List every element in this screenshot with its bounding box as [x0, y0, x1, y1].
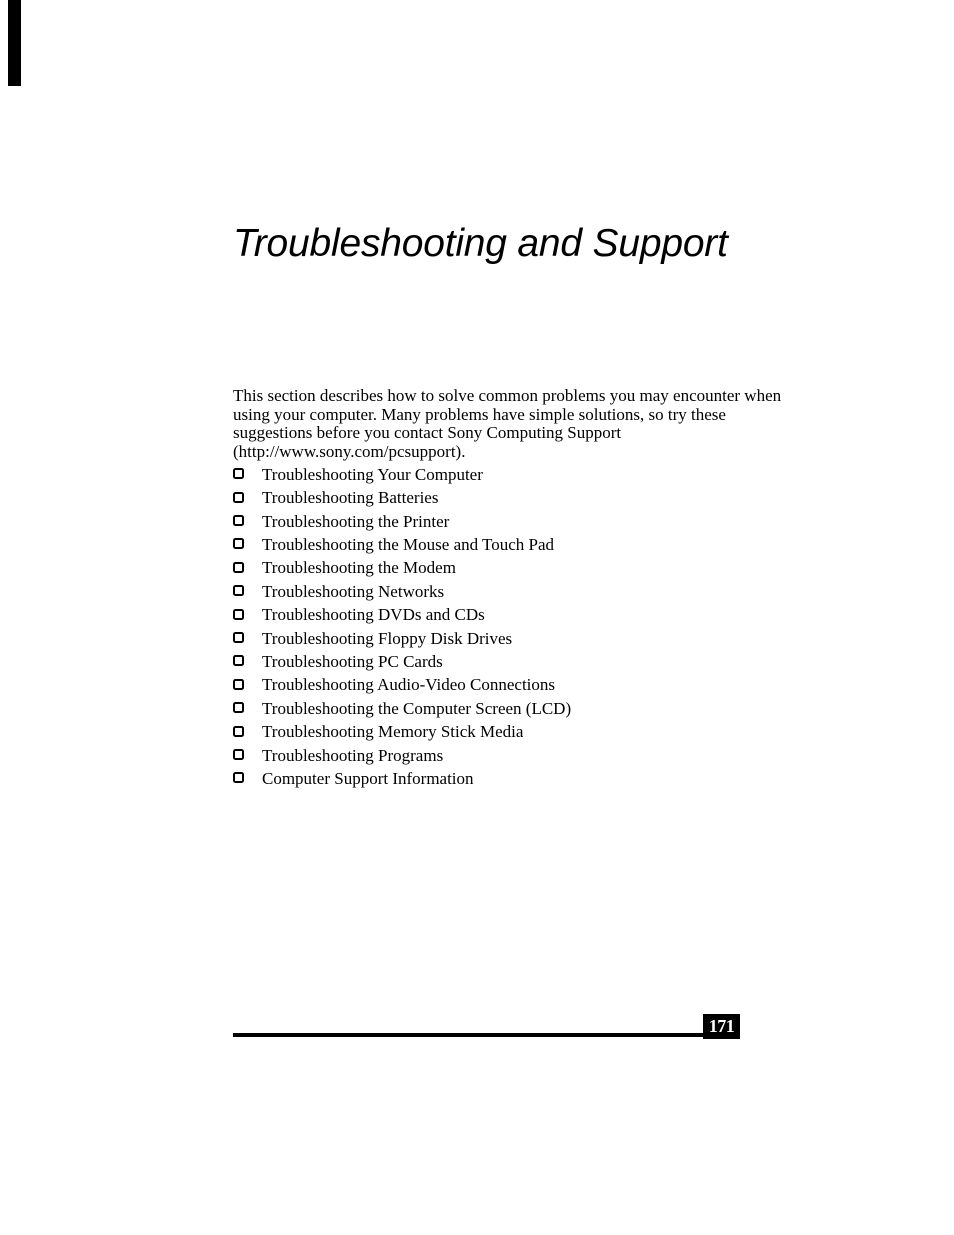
toc-item[interactable]	[233, 557, 571, 580]
toc-item[interactable]	[233, 533, 571, 556]
intro-line: (http://www.sony.com/pcsupport).	[233, 442, 466, 462]
square-bullet-icon	[233, 702, 244, 713]
toc-item-label: Troubleshooting Memory Stick Media	[262, 722, 524, 742]
toc-item[interactable]	[233, 510, 571, 533]
toc-item[interactable]	[233, 744, 571, 767]
toc-item-label: Troubleshooting Programs	[262, 745, 444, 765]
toc-item[interactable]	[233, 580, 571, 603]
toc-item[interactable]	[233, 486, 571, 509]
square-bullet-icon	[233, 562, 244, 573]
intro-line: using your computer. Many problems have simple solutions, so try these	[233, 404, 726, 424]
square-bullet-icon	[233, 492, 244, 503]
square-bullet-icon	[233, 772, 244, 783]
chapter-edge-tab	[8, 0, 21, 86]
toc-item[interactable]	[233, 603, 571, 626]
page-title: Troubleshooting and Support	[233, 222, 728, 265]
toc-item-label: Computer Support Information	[262, 768, 474, 788]
toc-item[interactable]	[233, 720, 571, 743]
intro-line: This section describes how to solve common problems you may encounter when	[233, 386, 782, 405]
intro-paragraph	[233, 386, 782, 462]
toc-list	[233, 463, 571, 791]
toc-item-label: Troubleshooting Floppy Disk Drives	[262, 628, 513, 648]
toc-item[interactable]	[233, 627, 571, 650]
toc-item-label: Troubleshooting Audio-Video Connections	[262, 675, 556, 695]
toc-item[interactable]	[233, 674, 571, 697]
square-bullet-icon	[233, 726, 244, 737]
intro-line: suggestions before you contact Sony Computing Support	[233, 423, 622, 443]
toc-item[interactable]	[233, 650, 571, 673]
toc-item-label: Troubleshooting PC Cards	[262, 651, 443, 671]
toc-item-label: Troubleshooting Your Computer	[262, 464, 483, 484]
square-bullet-icon	[233, 749, 244, 760]
toc-item-label: Troubleshooting the Computer Screen (LCD)	[262, 698, 572, 718]
square-bullet-icon	[233, 468, 244, 479]
toc-item[interactable]	[233, 767, 571, 790]
toc-item-label: Troubleshooting Batteries	[262, 488, 439, 508]
square-bullet-icon	[233, 585, 244, 596]
toc-item[interactable]	[233, 697, 571, 720]
page-number-badge: 171	[703, 1014, 740, 1039]
square-bullet-icon	[233, 655, 244, 666]
square-bullet-icon	[233, 632, 244, 643]
square-bullet-icon	[233, 515, 244, 526]
toc-item-label: Troubleshooting the Modem	[262, 558, 456, 578]
square-bullet-icon	[233, 538, 244, 549]
toc-item-label: Troubleshooting Networks	[262, 581, 445, 601]
toc-item-label: Troubleshooting the Printer	[262, 511, 450, 531]
toc-item-label: Troubleshooting DVDs and CDs	[262, 605, 485, 625]
toc-item-label: Troubleshooting the Mouse and Touch Pad	[262, 534, 555, 554]
square-bullet-icon	[233, 609, 244, 620]
footer-rule	[233, 1033, 703, 1037]
toc-item[interactable]	[233, 463, 571, 486]
square-bullet-icon	[233, 679, 244, 690]
